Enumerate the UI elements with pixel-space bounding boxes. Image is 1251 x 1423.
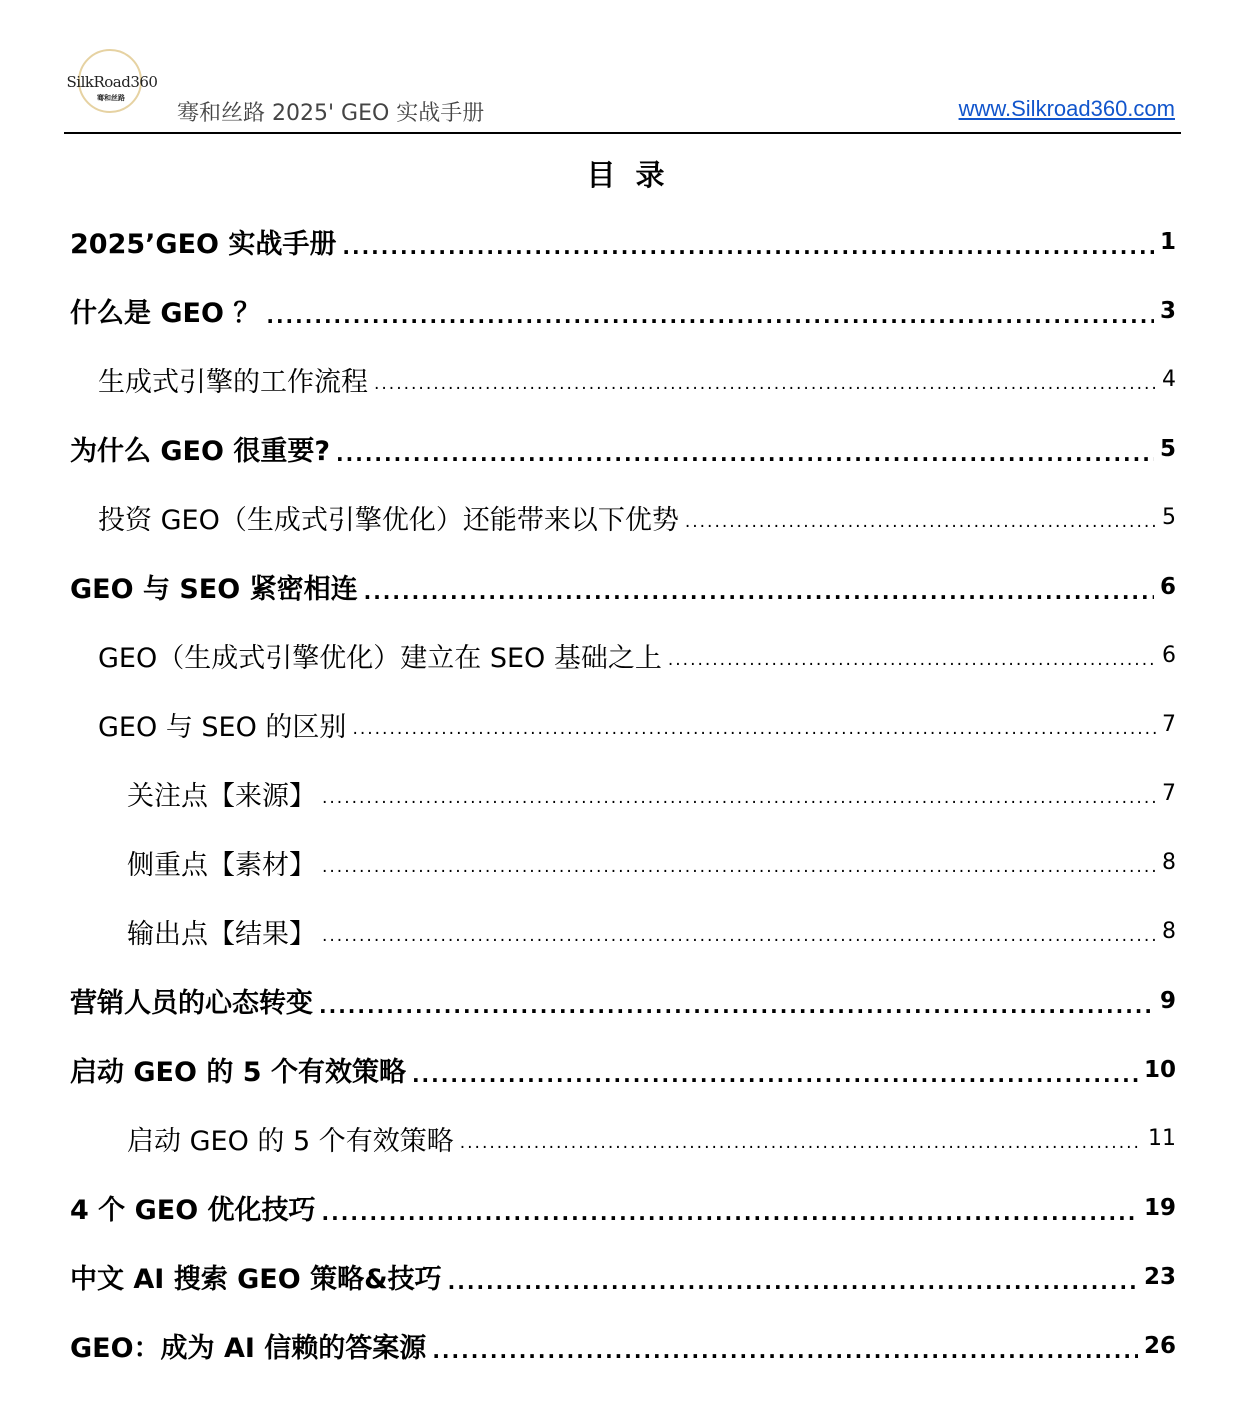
toc-entry-page: 11: [1148, 1126, 1176, 1151]
logo-text: SilkRoad360: [66, 73, 158, 91]
toc-entry-page: 4: [1162, 367, 1176, 392]
toc-entry[interactable]: [70, 345, 1176, 414]
toc-entry-page: 5: [1159, 435, 1176, 462]
toc-entry-title: GEO 与 SEO 的区别: [98, 712, 347, 743]
table-of-contents: [70, 207, 1176, 1380]
toc-entry-page: 3: [1159, 297, 1176, 324]
toc-entry[interactable]: [70, 828, 1176, 897]
toc-entry-page: 19: [1143, 1194, 1176, 1221]
silkroad-logo: [66, 47, 156, 119]
dot-leader: [364, 572, 1154, 602]
dot-leader: [448, 1262, 1138, 1292]
toc-entry-page: 7: [1162, 781, 1176, 806]
toc-entry[interactable]: [70, 897, 1176, 966]
toc-entry-title: 4 个 GEO 优化技巧: [70, 1195, 316, 1226]
dot-leader: [432, 1331, 1138, 1361]
toc-entry-title: 营销人员的心态转变: [70, 988, 313, 1019]
toc-entry-page: 10: [1143, 1056, 1176, 1083]
toc-entry[interactable]: [70, 414, 1176, 483]
toc-entry[interactable]: [70, 1173, 1176, 1242]
toc-entry-page: 26: [1143, 1332, 1176, 1359]
toc-entry-title: GEO 与 SEO 紧密相连: [70, 574, 358, 605]
dot-leader: [322, 849, 1156, 876]
toc-entry[interactable]: [70, 552, 1176, 621]
document-title: 骞和丝路 2025' GEO 实战手册: [177, 101, 485, 126]
toc-entry-page: 8: [1162, 919, 1176, 944]
toc-entry[interactable]: [70, 690, 1176, 759]
dot-leader: [266, 296, 1154, 326]
toc-entry-title: 启动 GEO 的 5 个有效策略: [127, 1126, 454, 1157]
toc-heading: 目录: [586, 158, 685, 192]
dot-leader: [460, 1125, 1142, 1152]
website-link[interactable]: www.Silkroad360.com: [958, 96, 1175, 121]
toc-entry[interactable]: [70, 1242, 1176, 1311]
toc-entry-title: 中文 AI 搜索 GEO 策略&技巧: [70, 1264, 442, 1295]
toc-entry-page: 1: [1159, 228, 1176, 255]
toc-entry-title: 启动 GEO 的 5 个有效策略: [70, 1057, 406, 1088]
toc-entry[interactable]: [70, 207, 1176, 276]
dot-leader: [342, 227, 1154, 257]
toc-entry[interactable]: [70, 276, 1176, 345]
toc-entry-title: 投资 GEO（生成式引擎优化）还能带来以下优势: [98, 505, 679, 536]
toc-entry-page: 8: [1162, 850, 1176, 875]
toc-entry-page: 9: [1159, 987, 1176, 1014]
toc-entry-page: 6: [1162, 643, 1176, 668]
toc-entry[interactable]: [70, 1311, 1176, 1380]
toc-entry[interactable]: [70, 483, 1176, 552]
toc-entry[interactable]: [70, 966, 1176, 1035]
toc-entry-title: GEO（生成式引擎优化）建立在 SEO 基础之上: [98, 643, 662, 674]
toc-entry[interactable]: [70, 1035, 1176, 1104]
toc-entry-page: 23: [1143, 1263, 1176, 1290]
toc-entry-page: 5: [1162, 505, 1176, 530]
toc-entry-title: 为什么 GEO 很重要?: [70, 436, 331, 467]
dot-leader: [322, 1193, 1138, 1223]
logo-subtext: 骞和丝路: [97, 94, 125, 102]
toc-entry-title: 2025’GEO 实战手册: [70, 229, 337, 260]
dot-leader: [336, 434, 1154, 464]
dot-leader: [412, 1055, 1138, 1085]
dot-leader: [685, 504, 1156, 531]
toc-entry-page: 7: [1162, 712, 1176, 737]
toc-entry[interactable]: [70, 759, 1176, 828]
toc-entry-title: GEO：成为 AI 信赖的答案源: [70, 1333, 427, 1364]
dot-leader: [322, 780, 1156, 807]
toc-entry-page: 6: [1159, 573, 1176, 600]
toc-entry-title: 侧重点【素材】: [127, 850, 316, 881]
toc-entry-title: 生成式引擎的工作流程: [98, 367, 368, 398]
toc-entry-title: 输出点【结果】: [127, 919, 316, 950]
dot-leader: [374, 366, 1156, 393]
toc-entry-title: 关注点【来源】: [127, 781, 316, 812]
toc-entry-title: 什么是 GEO ？: [70, 298, 261, 329]
dot-leader: [322, 918, 1156, 945]
dot-leader: [352, 711, 1156, 738]
page-header: [64, 44, 1181, 134]
toc-entry[interactable]: [70, 1104, 1176, 1173]
toc-entry[interactable]: [70, 621, 1176, 690]
dot-leader: [668, 642, 1156, 669]
dot-leader: [319, 986, 1154, 1016]
